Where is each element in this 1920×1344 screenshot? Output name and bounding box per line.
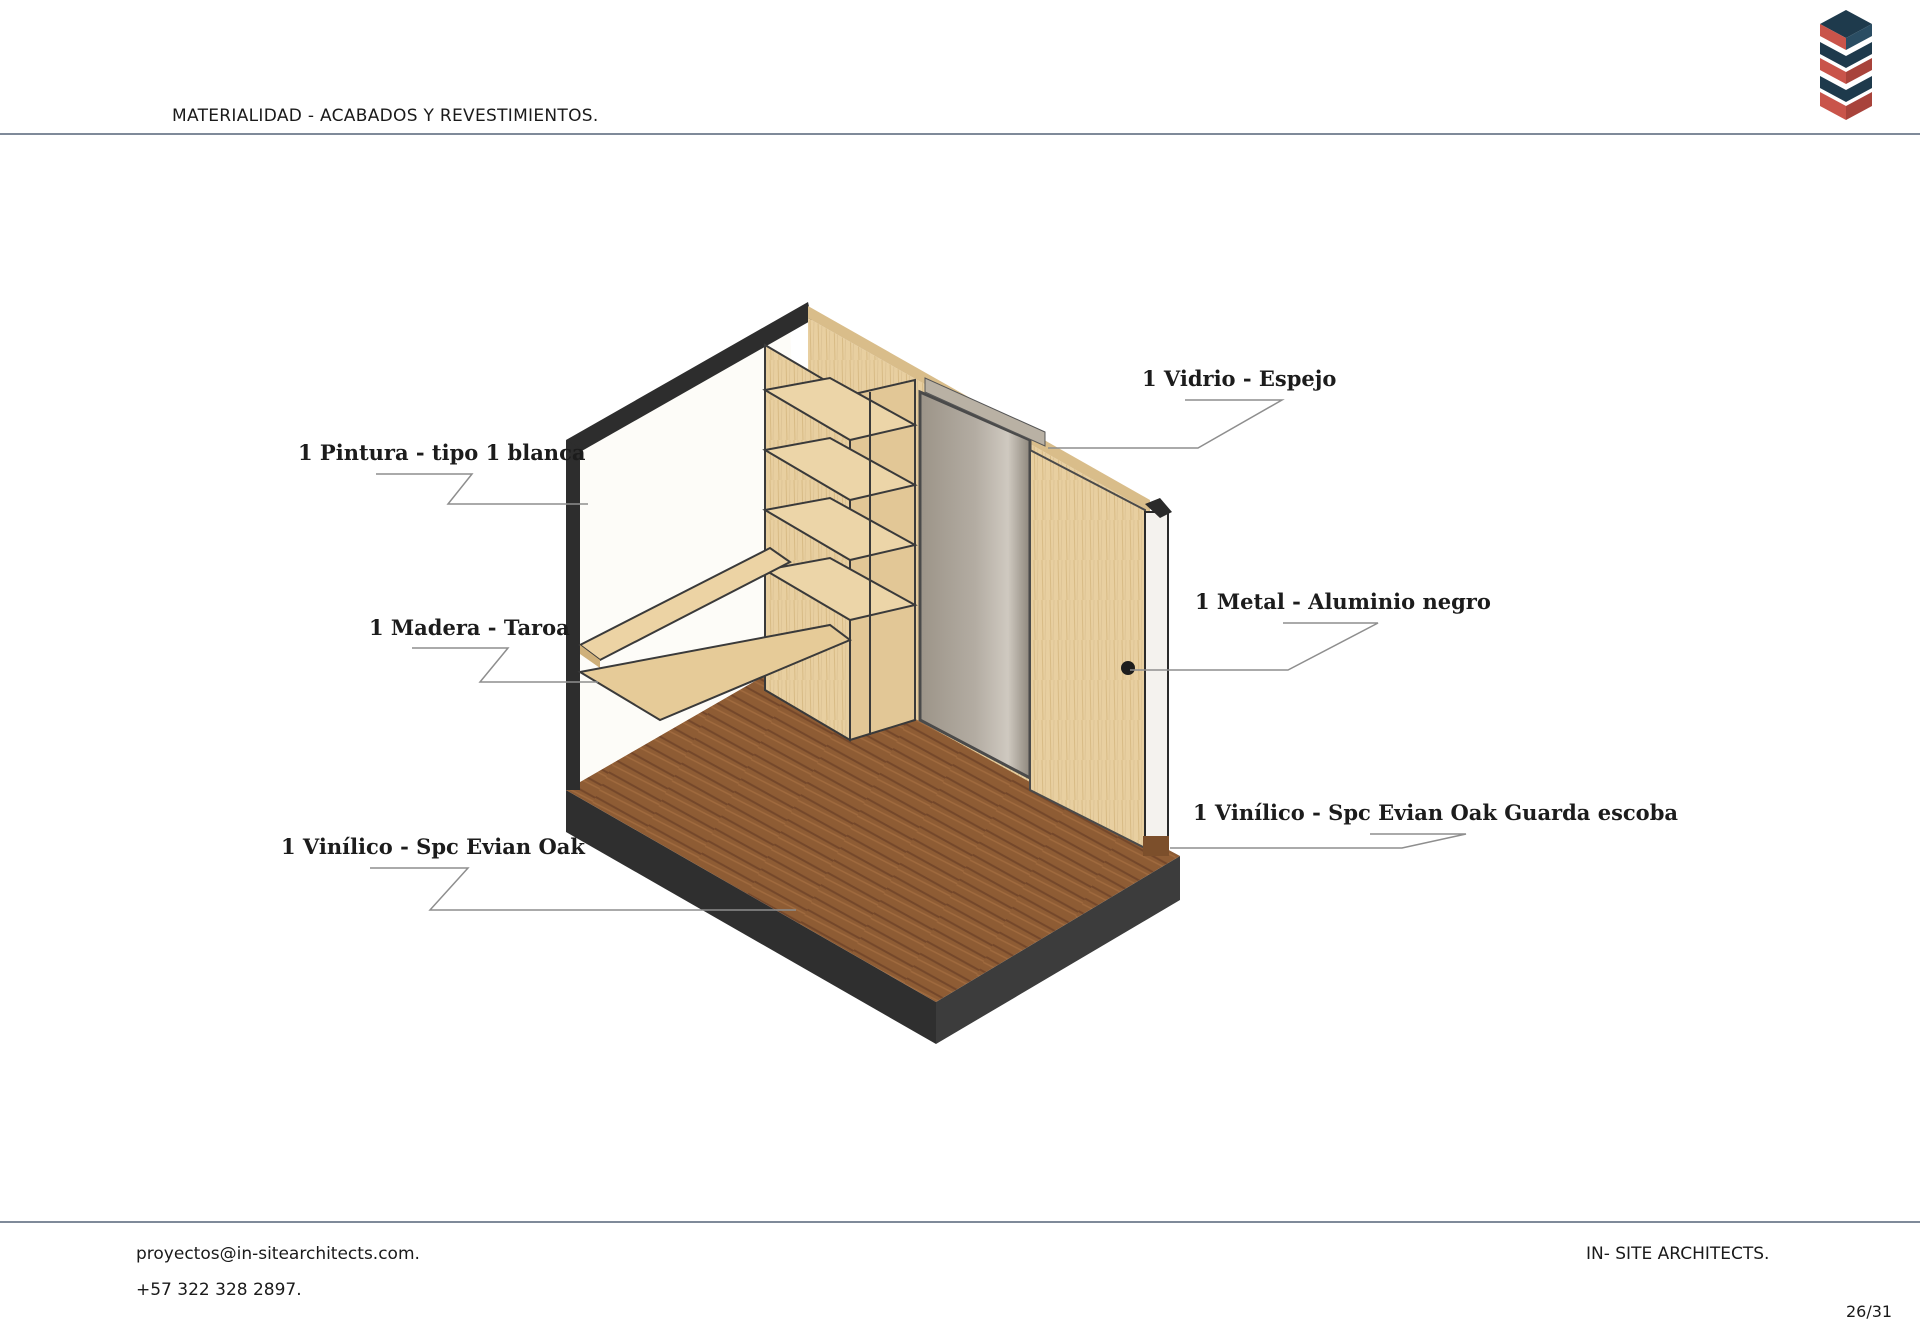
mirror-panel [920,392,1030,778]
leader-guarda [1170,834,1466,848]
door-handle [1121,661,1135,675]
footer-divider [0,1221,1920,1223]
footer-email: proyectos@in-sitearchitects.com. [136,1244,420,1264]
callout-vidrio: 1 Vidrio - Espejo [1142,366,1337,391]
leader-vidrio [1048,400,1282,448]
callout-pintura: 1 Pintura - tipo 1 blanca [298,440,586,465]
page-title: MATERIALIDAD - ACABADOS Y REVESTIMIENTOS. [172,106,599,126]
page-number: 26/31 [1846,1302,1893,1321]
footer-phone: +57 322 328 2897. [136,1280,302,1300]
callout-guarda-escoba: 1 Vinílico - Spc Evian Oak Guarda escoba [1193,800,1678,825]
aluminium-profile [1145,512,1168,850]
callout-metal: 1 Metal - Aluminio negro [1195,589,1491,614]
callout-madera: 1 Madera - Taroa [369,615,570,640]
callout-vinilico: 1 Vinílico - Spc Evian Oak [281,834,585,859]
wood-door [1030,450,1145,848]
footer-company: IN- SITE ARCHITECTS. [1586,1244,1770,1264]
leader-pintura [376,474,588,504]
